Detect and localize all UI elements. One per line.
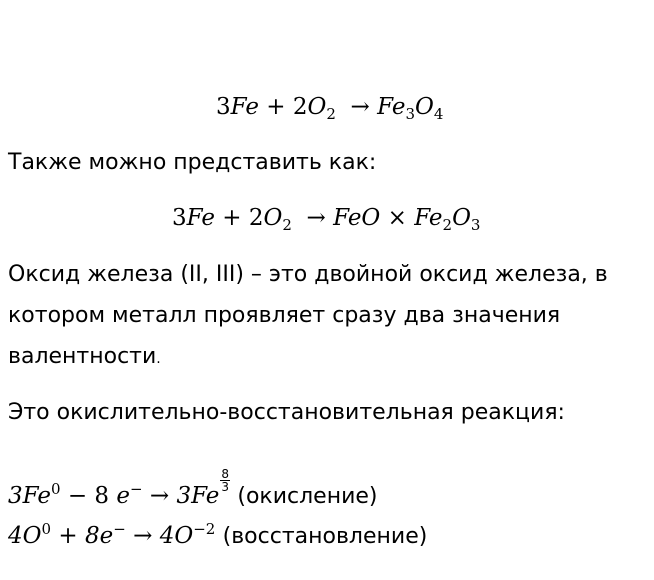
reduction-note: (восстановление): [222, 524, 428, 549]
half-reaction-reduction: [8, 520, 428, 549]
times-sign: ×: [387, 205, 407, 231]
paragraph-period: .: [156, 351, 161, 367]
coefficient: 2: [292, 94, 308, 120]
paragraph-line-3: [8, 346, 161, 368]
subscript: 4: [433, 105, 444, 123]
electron-charge: −: [113, 520, 126, 538]
plus-sign: +: [58, 523, 78, 549]
oxidation-state: 0: [50, 480, 61, 498]
text-also-representable: Также можно представить как:: [8, 150, 377, 175]
electron-count: 8: [94, 483, 110, 509]
iron-ii-oxide: FeO: [333, 205, 381, 231]
iron-symbol: Fe: [230, 94, 259, 120]
reaction-arrow: →: [350, 94, 370, 120]
iron-symbol: Fe: [414, 205, 443, 231]
coefficient: 3: [216, 94, 231, 120]
half-reaction-oxidation: [8, 468, 378, 508]
text-redox-reaction: Это окислительно-восстановительная реакция:: [8, 400, 565, 425]
coefficient: 2: [248, 205, 264, 231]
subscript: 2: [326, 105, 336, 123]
reaction-arrow: →: [133, 523, 153, 549]
plus-sign: +: [266, 94, 286, 120]
product: 4O: [159, 523, 194, 549]
reaction-arrow: →: [149, 483, 170, 509]
plus-sign: +: [222, 205, 242, 231]
product-iron: Fe: [377, 94, 406, 120]
minus-sign: −: [67, 483, 88, 509]
product: 3Fe: [176, 483, 220, 509]
oxygen-symbol: O: [307, 94, 327, 120]
iron-symbol: Fe: [186, 205, 215, 231]
oxygen-symbol: O: [452, 205, 471, 231]
product-oxygen: O: [414, 94, 434, 120]
reaction-arrow: →: [306, 205, 326, 231]
subscript: 2: [282, 216, 292, 234]
reactant: 4O: [8, 523, 42, 549]
fraction-numerator: 8: [221, 467, 230, 481]
coefficient: 3: [172, 205, 187, 231]
reactant: 3Fe: [8, 483, 51, 509]
paragraph-line-1: Оксид железа (II, III) – это двойной оксид железа, в: [8, 262, 608, 287]
oxygen-symbol: O: [263, 205, 283, 231]
fraction-denominator: 3: [221, 480, 230, 494]
electrons: 8e: [84, 523, 114, 549]
oxidation-state: 0: [41, 520, 52, 538]
paragraph-line-2: котором металл проявляет сразу два значения: [8, 303, 561, 328]
equation-iron-oxidation: [216, 94, 444, 123]
oxidation-state: −2: [193, 520, 216, 538]
electron-symbol: e: [116, 483, 130, 509]
oxidation-note: (окисление): [237, 484, 378, 509]
electron-charge: −: [129, 480, 143, 498]
paragraph-line-3-text: валентности: [8, 344, 157, 369]
fractional-oxidation-state: [220, 468, 230, 493]
equation-iron-oxide-composition: [172, 205, 481, 234]
subscript: 2: [442, 216, 453, 234]
subscript: 3: [470, 216, 481, 234]
subscript: 3: [405, 105, 415, 123]
